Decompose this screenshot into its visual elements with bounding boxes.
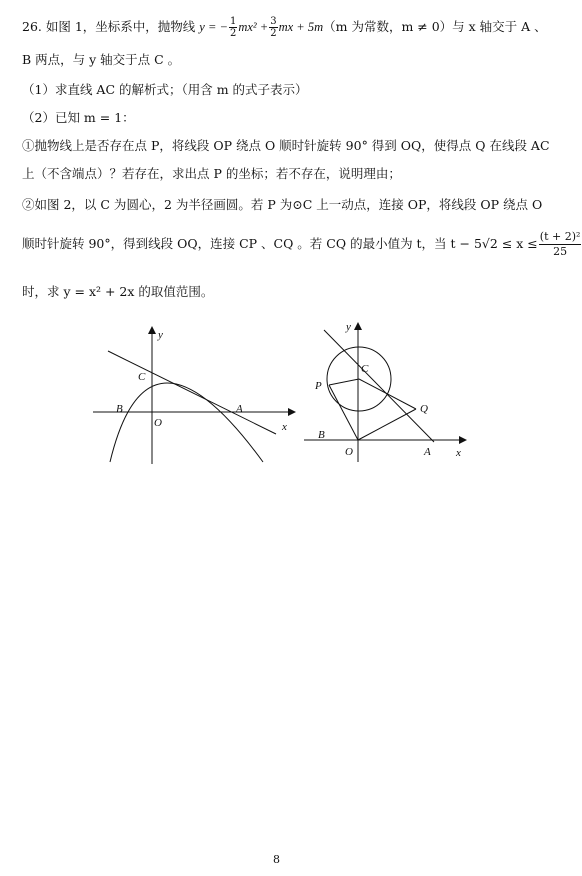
fig2-label-y: y xyxy=(346,321,351,333)
fig2-label-o: O xyxy=(345,446,353,458)
fig1-y-arrow-icon xyxy=(148,326,156,334)
fig1-x-arrow-icon xyxy=(288,408,296,416)
problem-line-1-suffix: （m 为常数，m ≠ 0）与 x 轴交于 A 、 xyxy=(323,19,547,34)
fig2-segment-op xyxy=(329,385,358,440)
problem-line-2: B 两点，与 y 轴交于点 C 。 xyxy=(22,52,181,67)
fraction-one-half-a: $\frac{1}{2}$ xyxy=(229,16,237,39)
fig1-label-a: A xyxy=(236,403,243,415)
figure-2 xyxy=(304,316,474,466)
fig1-label-x: x xyxy=(282,421,287,433)
fig2-label-a: A xyxy=(424,446,431,458)
fig1-label-c: C xyxy=(138,371,146,383)
fig1-label-y: y xyxy=(158,329,163,341)
question-2b-line-2-text: 顺时针旋转 90°，得到线段 OQ，连接 CP 、CQ 。若 CQ 的最小值为 t，当 t − 5√2 ≤ x ≤ xyxy=(22,236,538,251)
fig2-label-p: P xyxy=(315,380,322,392)
fig1-line-ac xyxy=(108,351,276,434)
fraction-t-plus-2-squared-over-25: $\frac{\text{(t + 2)²}}{25}$ xyxy=(539,230,581,258)
problem-intro: 26. 如图 1，坐标系中，抛物线 xyxy=(22,19,200,34)
fig2-label-b: B xyxy=(318,429,325,441)
fraction-three-halves: $\frac{3}{2}$ xyxy=(270,16,277,39)
fig2-segment-cq xyxy=(359,379,416,409)
problem-line-1 xyxy=(22,16,547,39)
question-2: （2）已知 m = 1： xyxy=(22,110,135,125)
question-2a-line-1: ①抛物线上是否存在点 P，将线段 OP 绕点 O 顺时针旋转 90° 得到 OQ，使得点 Q 在线段 AC xyxy=(22,138,550,153)
figure-1 xyxy=(88,322,298,472)
fig2-segment-oq xyxy=(358,409,416,440)
fig2-y-arrow-icon xyxy=(354,322,362,330)
fig1-label-o: O xyxy=(154,417,162,429)
question-2b-line-3: 时，求 y = x² + 2x 的取值范围。 xyxy=(22,284,214,299)
equation-lhs: y = − xyxy=(199,20,228,34)
fig2-label-q: Q xyxy=(420,403,428,415)
page-number: 8 xyxy=(273,853,280,866)
question-1: （1）求直线 AC 的解析式；（用含 m 的式子表示） xyxy=(22,82,308,97)
question-2b-line-2 xyxy=(22,230,582,259)
fig2-label-c: C xyxy=(361,363,369,375)
fig2-label-x: x xyxy=(456,447,461,459)
question-2a-line-2: 上（不含端点）？若存在，求出点 P 的坐标；若不存在，说明理由； xyxy=(22,166,401,181)
equation-term-2: mx + 5m xyxy=(278,20,324,34)
equation-term-1: mx² + xyxy=(238,20,269,34)
fig1-label-b: B xyxy=(116,403,123,415)
question-2b-line-1: ②如图 2，以 C 为圆心，2 为半径画圆。若 P 为⊙C 上一动点，连接 OP，将线段 OP 绕点 O xyxy=(22,197,543,212)
fig2-line-ac xyxy=(324,330,434,442)
fig2-x-arrow-icon xyxy=(459,436,467,444)
fig1-parabola xyxy=(110,383,263,462)
fig2-segment-cp xyxy=(329,379,359,385)
